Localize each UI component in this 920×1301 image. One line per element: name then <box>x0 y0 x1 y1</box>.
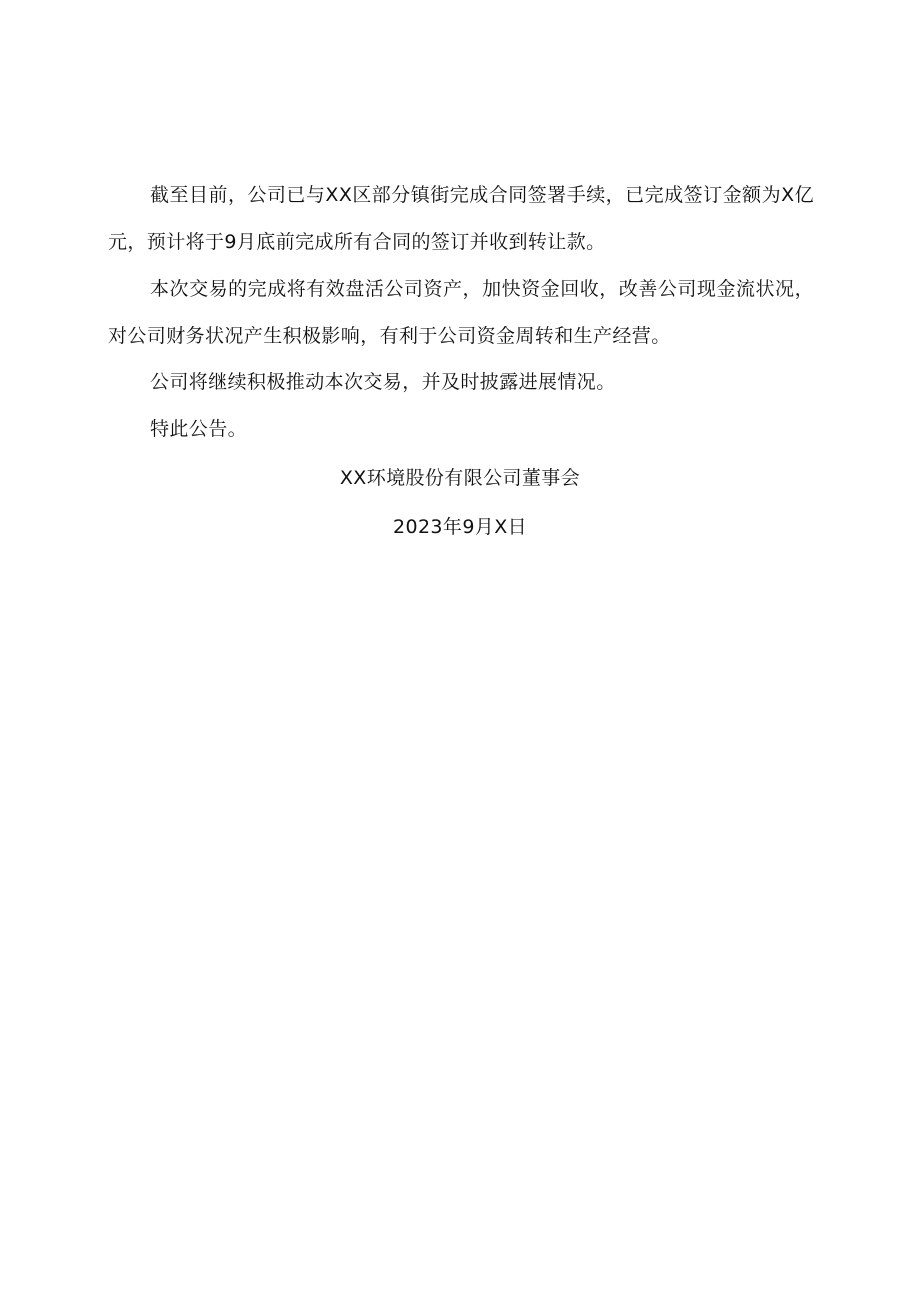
paragraph-contract-progress: 截至目前，公司已与XX区部分镇街完成合同签署手续，已完成签订金额为X亿元，预计将于9月底前完成所有合同的签订并收到转让款。 <box>108 184 814 253</box>
paragraph-transaction-impact: 本次交易的完成将有效盘活公司资产，加快资金回收，改善公司现金流状况，对公司财务状况产生积极影响，有利于公司资金周转和生产经营。 <box>108 278 814 347</box>
paragraph-disclosure-commitment: 公司将继续积极推动本次交易，并及时披露进展情况。 <box>150 371 616 393</box>
paragraph-closing-remark: 特此公告。 <box>150 418 248 440</box>
signature-date: 2023年9月X日 <box>392 516 528 538</box>
signature-company: XX环境股份有限公司董事会 <box>339 467 581 489</box>
